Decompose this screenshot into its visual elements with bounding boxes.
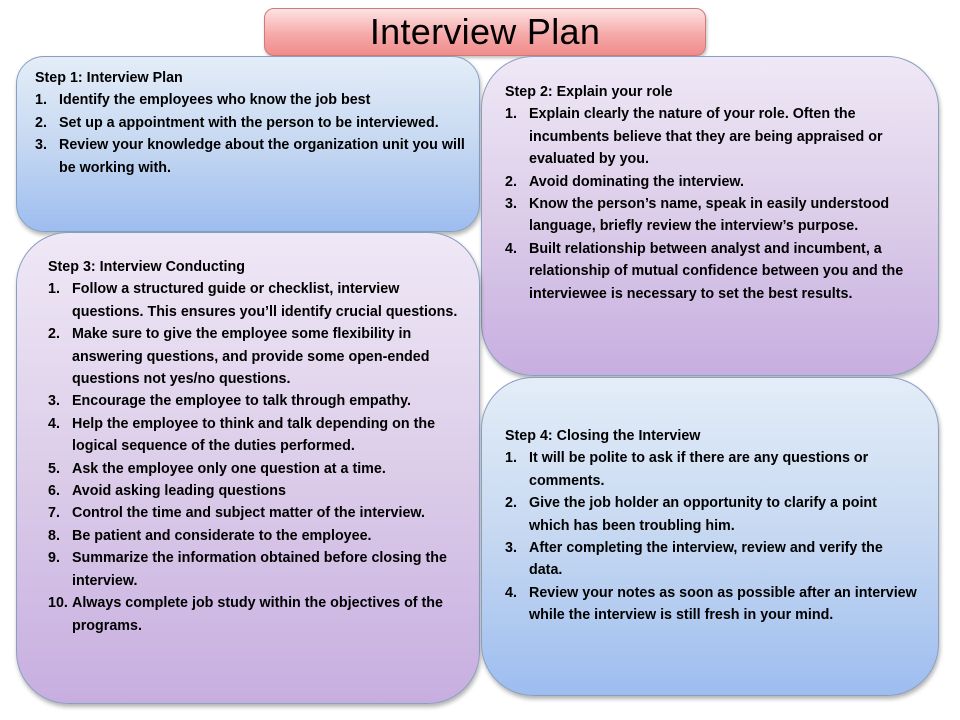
list-number: 2. [505, 173, 517, 190]
step-1-list [35, 89, 469, 179]
list-number: 4. [505, 584, 517, 601]
list-item [48, 480, 459, 502]
list-item [48, 278, 459, 323]
step-2-panel [481, 56, 939, 376]
list-item [48, 323, 459, 390]
list-item [48, 413, 459, 458]
list-text: Be patient and considerate to the employee. [72, 527, 372, 544]
page-title: Interview Plan [264, 8, 706, 56]
list-text: Built relationship between analyst and incumbent, a relationship of mutual confidence between you and the interviewee is necessary to set the best results. [529, 240, 904, 302]
list-number: 4. [505, 240, 517, 257]
list-item [505, 447, 918, 492]
step-4-panel [481, 377, 939, 696]
list-number: 6. [48, 483, 60, 500]
list-text: Always complete job study within the objectives of the programs. [72, 595, 443, 634]
list-item [35, 134, 469, 179]
list-number: 8. [48, 527, 60, 544]
list-item [505, 582, 918, 627]
list-item [505, 238, 918, 305]
step-2-heading: Step 2: Explain your role [505, 84, 673, 100]
list-number: 1. [505, 106, 517, 123]
list-text: Summarize the information obtained before closing the interview. [72, 550, 447, 589]
list-number: 2. [505, 495, 517, 512]
list-text: Follow a structured guide or checklist, interview questions. This ensures you’ll identify crucial questions. [72, 281, 458, 320]
list-text: Review your knowledge about the organization unit you will be working with. [59, 137, 465, 176]
list-number: 2. [35, 114, 47, 131]
list-text: Avoid dominating the interview. [529, 173, 744, 190]
list-number: 3. [35, 137, 47, 154]
list-item [48, 458, 459, 480]
list-number: 1. [35, 92, 47, 109]
list-text: Give the job holder an opportunity to clarify a point which has been troubling him. [529, 495, 877, 534]
list-item [505, 492, 918, 537]
list-text: It will be polite to ask if there are any questions or comments. [529, 450, 869, 489]
list-text: Identify the employees who know the job best [59, 92, 371, 109]
list-number: 10. [48, 595, 68, 612]
list-item [505, 171, 918, 193]
list-number: 1. [505, 450, 517, 467]
list-text: After completing the interview, review and verify the data. [529, 540, 883, 579]
list-text: Explain clearly the nature of your role. Often the incumbents believe that they are being appraised or evaluated by you. [529, 106, 883, 168]
list-item [48, 547, 459, 592]
step-4-heading: Step 4: Closing the Interview [505, 428, 701, 444]
step-3-panel [16, 232, 480, 704]
list-number: 2. [48, 326, 60, 343]
step-1-panel [16, 56, 480, 232]
list-text: Encourage the employee to talk through empathy. [72, 393, 411, 410]
step-3-list [48, 278, 459, 637]
list-number: 4. [48, 415, 60, 432]
list-item [505, 103, 918, 170]
list-text: Review your notes as soon as possible after an interview while the interview is still fresh in your mind. [529, 584, 917, 624]
list-number: 9. [48, 550, 60, 567]
list-item [35, 112, 469, 134]
list-text: Avoid asking leading questions [72, 483, 286, 500]
list-item [48, 502, 459, 524]
list-item [48, 390, 459, 412]
step-4-list [505, 447, 918, 626]
step-1-heading: Step 1: Interview Plan [35, 70, 183, 86]
list-item [35, 89, 469, 111]
list-item [505, 537, 918, 582]
step-3-heading: Step 3: Interview Conducting [48, 259, 245, 275]
list-number: 3. [48, 393, 60, 410]
list-text: Ask the employee only one question at a time. [72, 460, 386, 477]
list-number: 3. [505, 540, 517, 557]
list-number: 1. [48, 281, 60, 298]
list-number: 5. [48, 460, 60, 477]
list-item [48, 525, 459, 547]
list-item [505, 193, 918, 238]
list-number: 3. [505, 196, 517, 213]
list-text: Make sure to give the employee some flexibility in answering questions, and provide some open-ended questions not yes/no questions. [72, 326, 430, 388]
list-item [48, 592, 459, 637]
list-number: 7. [48, 505, 60, 522]
list-text: Control the time and subject matter of the interview. [72, 505, 425, 522]
list-text: Help the employee to think and talk depending on the logical sequence of the duties performed. [72, 415, 436, 455]
list-text: Know the person’s name, speak in easily understood language, briefly review the interview’s purpose. [529, 196, 890, 235]
list-text: Set up a appointment with the person to be interviewed. [59, 114, 439, 131]
step-2-list [505, 103, 918, 305]
